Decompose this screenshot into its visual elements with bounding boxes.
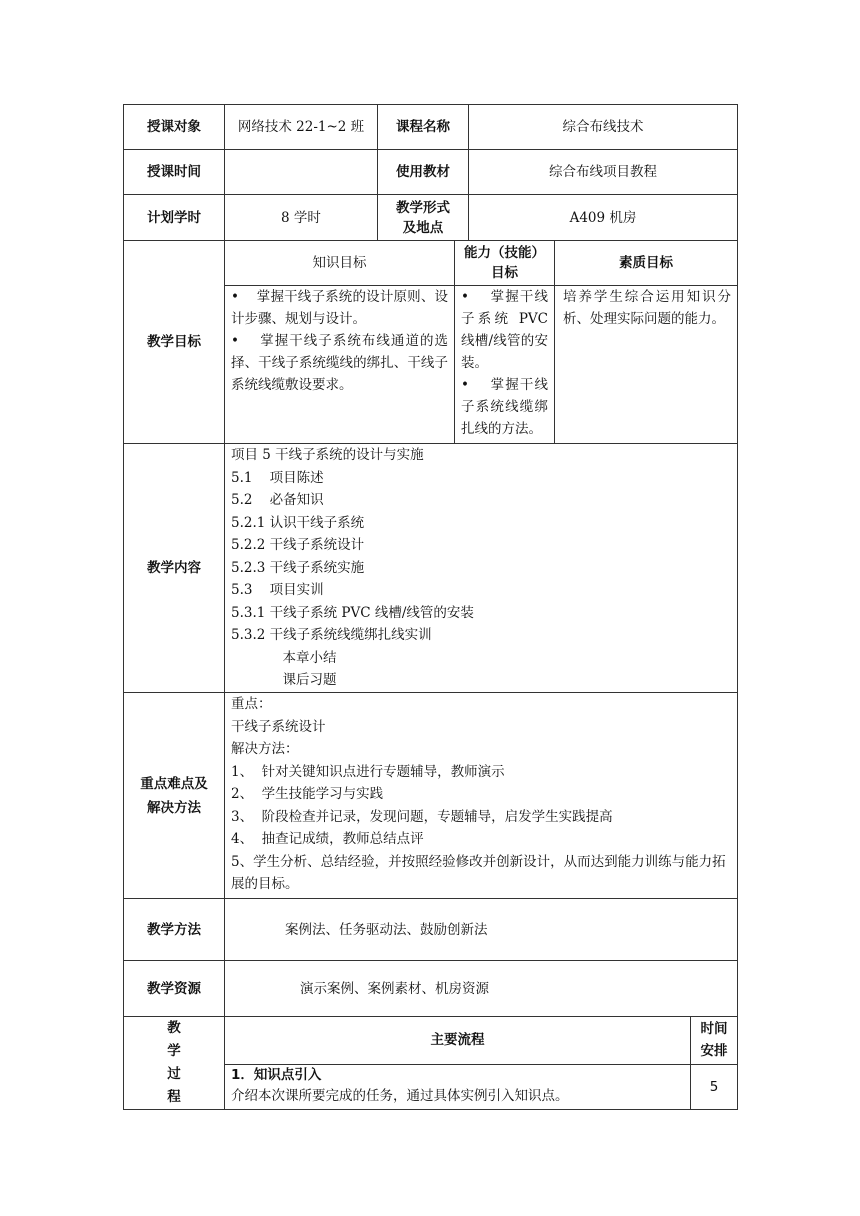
content-line: 5.2.1 认识干线子系统 (231, 514, 365, 531)
key-point-line: 5、学生分析、总结经验，并按照经验修改并创新设计，从而达到能力训练与能力拓展的目标。 (231, 853, 726, 892)
content-line: 5.3.2 干线子系统线缆绑扎线实训 (231, 627, 432, 643)
table-row (124, 899, 738, 961)
content-line: 5.2.3 干线子系统实施 (231, 559, 365, 576)
process-step-time: 5 (691, 1064, 738, 1110)
label-form-location-line1: 教学形式 (396, 199, 450, 216)
ability-objective-cell (455, 286, 555, 444)
label-key-points-line1: 重点难点及 (140, 775, 208, 792)
label-teaching-content: 教学内容 (124, 444, 225, 693)
header-ability-objective (455, 241, 555, 286)
label-key-points (124, 693, 225, 899)
label-key-points-line2: 解决方法 (147, 799, 201, 816)
process-step-text: 介绍本次课所要完成的任务，通过具体实例引入知识点。 (231, 1087, 569, 1104)
label-teaching-process (124, 1017, 225, 1110)
key-points-cell (225, 693, 738, 899)
teaching-methods-text: 案例法、任务驱动法、鼓励创新法 (285, 921, 488, 938)
process-char: 教 (167, 1020, 181, 1036)
content-line: 本章小结 (231, 649, 337, 666)
key-point-line: 1、 针对关键知识点进行专题辅导，教师演示 (231, 763, 505, 780)
label-course-name: 课程名称 (378, 105, 469, 150)
ability-item: • 掌握干线子系统 PVC 线槽/线管的安装。 (461, 289, 548, 371)
content-line: 项目 5 干线子系统的设计与实施 (231, 447, 424, 463)
key-point-line: 3、 阶段检查并记录，发现问题，专题辅导，启发学生实践提高 (231, 808, 613, 825)
ability-item: • 掌握干线子系统线缆绑扎线的方法。 (461, 377, 548, 437)
process-char: 学 (167, 1043, 181, 1059)
key-point-line: 干线子系统设计 (231, 718, 326, 735)
table-row (124, 241, 738, 286)
teaching-resources-text: 演示案例、案例素材、机房资源 (300, 980, 489, 997)
label-form-location (378, 195, 469, 241)
label-planned-hours: 计划学时 (124, 195, 225, 241)
content-line: 5.3.1 干线子系统 PVC 线槽/线管的安装 (231, 604, 474, 621)
key-point-line: 解决方法： (231, 741, 299, 757)
label-class-time: 授课时间 (124, 150, 225, 195)
header-time-line1: 时间 (700, 1021, 728, 1038)
value-form-location: A409 机房 (469, 195, 738, 241)
label-teaching-methods: 教学方法 (124, 899, 225, 961)
table-row (124, 150, 738, 195)
process-step-cell (225, 1064, 691, 1110)
knowledge-item: • 掌握干线子系统布线通道的选择、干线子系统缆线的绑扎、干线子系统线缆敷设要求。 (231, 333, 448, 393)
value-target-class: 网络技术 22-1~2 班 (225, 105, 378, 150)
process-char: 程 (167, 1089, 181, 1105)
teaching-content-cell (225, 444, 738, 693)
value-planned-hours: 8 学时 (225, 195, 378, 241)
label-target-class: 授课对象 (124, 105, 225, 150)
content-line: 5.2 必备知识 (231, 492, 324, 508)
table-row (124, 693, 738, 899)
value-course-name: 综合布线技术 (469, 105, 738, 150)
header-time (691, 1017, 738, 1065)
table-row (124, 444, 738, 693)
label-teaching-objectives: 教学目标 (124, 241, 225, 444)
knowledge-item: • 掌握干线子系统的设计原则、设计步骤、规划与设计。 (231, 289, 448, 327)
header-ability-line1: 能力（技能） (464, 245, 545, 261)
value-class-time (225, 150, 378, 195)
table-row (124, 1017, 738, 1065)
header-main-flow: 主要流程 (225, 1017, 691, 1065)
teaching-methods-value (225, 899, 738, 961)
content-line: 5.3 项目实训 (231, 582, 324, 598)
process-char: 过 (167, 1066, 181, 1082)
header-time-line2: 安排 (700, 1043, 728, 1060)
quality-objective-cell: 培养学生综合运用知识分析、处理实际问题的能力。 (555, 286, 738, 444)
content-line: 课后习题 (231, 672, 337, 688)
header-knowledge-objective: 知识目标 (225, 241, 455, 286)
header-ability-line2: 目标 (491, 265, 518, 281)
process-step-title: 1．知识点引入 (231, 1066, 322, 1083)
content-line: 5.2.2 干线子系统设计 (231, 537, 365, 553)
knowledge-objective-cell (225, 286, 455, 444)
lesson-plan-table (123, 104, 738, 1110)
table-row (124, 105, 738, 150)
label-form-location-line2: 及地点 (402, 219, 444, 236)
key-point-line: 重点： (231, 696, 272, 712)
label-teaching-resources: 教学资源 (124, 961, 225, 1017)
table-row (124, 195, 738, 241)
header-quality-objective: 素质目标 (555, 241, 738, 286)
key-point-line: 2、 学生技能学习与实践 (231, 786, 384, 802)
key-point-line: 4、 抽查记成绩，教师总结点评 (231, 831, 424, 847)
table-row (124, 961, 738, 1017)
content-line: 5.1 项目陈述 (231, 469, 324, 486)
value-textbook: 综合布线项目教程 (469, 150, 738, 195)
teaching-resources-value (225, 961, 738, 1017)
label-textbook: 使用教材 (378, 150, 469, 195)
